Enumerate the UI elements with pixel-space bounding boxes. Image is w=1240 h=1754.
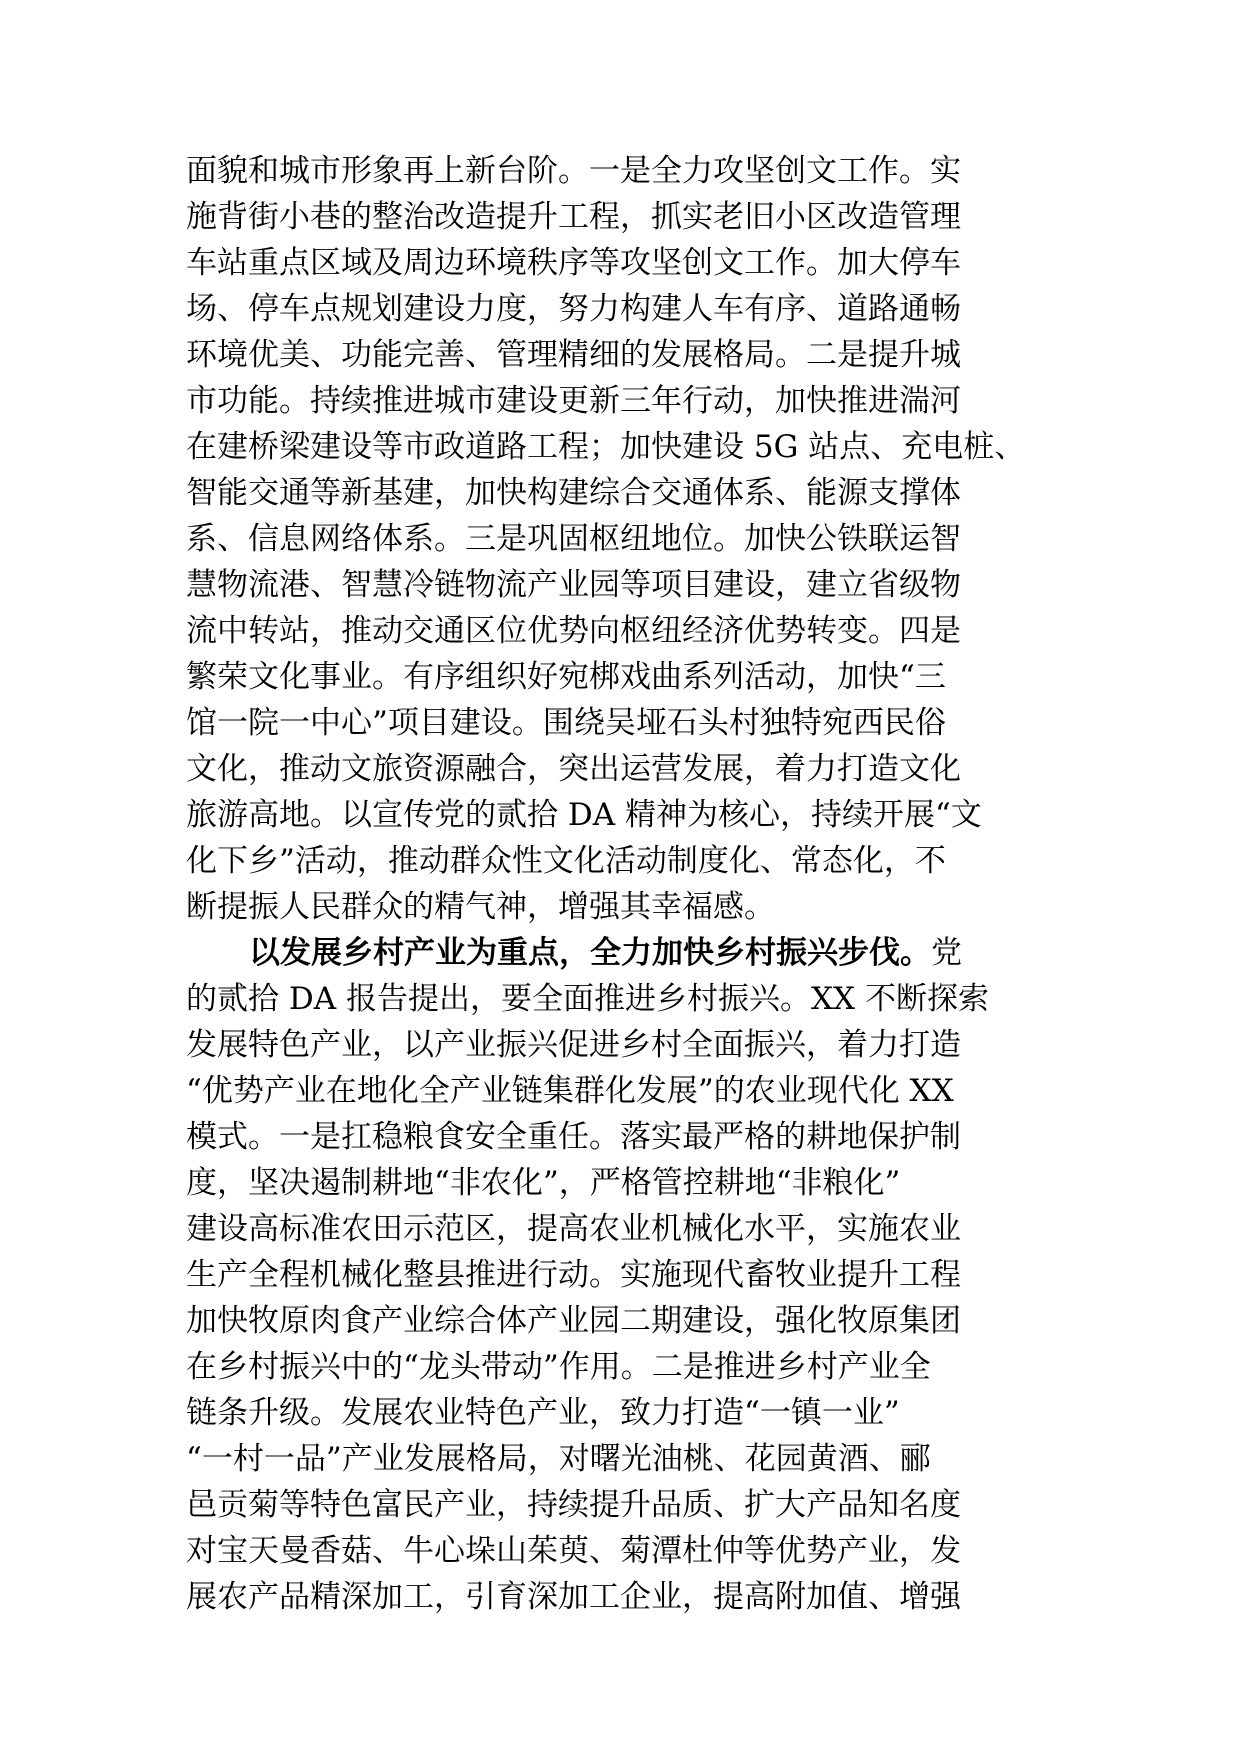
text-line: 繁荣文化事业。有序组织好宛梆戏曲系列活动，加快“三 <box>186 659 946 695</box>
text-line: 模式。一是扛稳粮食安全重任。落实最严格的耕地保护制 <box>186 1119 961 1155</box>
text-line: 生产全程机械化整县推进行动。实施现代畜牧业提升工程 <box>186 1257 961 1293</box>
text-line: 车站重点区域及周边环境秩序等攻坚创文工作。加大停车 <box>186 245 961 281</box>
text-line: 的贰拾 DA 报告提出，要全面推进乡村振兴。XX 不断探索 <box>186 981 989 1017</box>
text-line: 环境优美、功能完善、管理精细的发展格局。二是提升城 <box>186 337 961 373</box>
section-heading: 以发展乡村产业为重点，全力加快乡村振兴步伐。 <box>249 935 931 971</box>
text-line: 面貌和城市形象再上新台阶。一是全力攻坚创文工作。实 <box>186 153 961 189</box>
text-line: 场、停车点规划建设力度，努力构建人车有序、道路通畅 <box>186 291 961 327</box>
text-line: 邑贡菊等特色富民产业，持续提升品质、扩大产品知名度 <box>186 1487 961 1523</box>
text-line: 加快牧原肉食产业综合体产业园二期建设，强化牧原集团 <box>186 1303 961 1339</box>
body-text <box>186 148 1066 1620</box>
text-line: 在乡村振兴中的“龙头带动”作用。二是推进乡村产业全 <box>186 1349 931 1385</box>
text-line: 旅游高地。以宣传党的贰拾 DA 精神为核心，持续开展“文 <box>186 797 982 833</box>
text-line: 化下乡”活动，推动群众性文化活动制度化、常态化，不 <box>186 843 946 879</box>
text-line: “一村一品”产业发展格局，对曙光油桃、花园黄酒、郦 <box>186 1441 931 1477</box>
text-line: 建设高标准农田示范区，提高农业机械化水平，实施农业 <box>186 1211 961 1247</box>
text-line: 馆一院一中心”项目建设。围绕吴垭石头村独特宛西民俗 <box>186 705 946 741</box>
paragraph-first-line <box>186 930 1066 976</box>
text-line: 断提振人民群众的精气神，增强其幸福感。 <box>186 889 775 925</box>
text-line: 文化，推动文旅资源融合，突出运营发展，着力打造文化 <box>186 751 961 787</box>
text-line: 流中转站，推动交通区位优势向枢纽经济优势转变。四是 <box>186 613 961 649</box>
text-line: 市功能。持续推进城市建设更新三年行动，加快推进湍河 <box>186 383 961 419</box>
text-line: 智能交通等新基建，加快构建综合交通体系、能源支撑体 <box>186 475 961 511</box>
text-line: 展农产品精深加工，引育深加工企业，提高附加值、增强 <box>186 1579 961 1615</box>
text-line: 在建桥梁建设等市政道路工程；加快建设 5G 站点、充电桩、 <box>186 429 1026 465</box>
text-line: 发展特色产业，以产业振兴促进乡村全面振兴，着力打造 <box>186 1027 961 1063</box>
text-line: 慧物流港、智慧冷链物流产业园等项目建设，建立省级物 <box>186 567 961 603</box>
text-line: 对宝天曼香菇、牛心垛山茱萸、菊潭杜仲等优势产业，发 <box>186 1533 961 1569</box>
text-line: “优势产业在地化全产业链集群化发展”的农业现代化 XX <box>186 1073 954 1109</box>
text-line: 度，坚决遏制耕地“非农化”，严格管控耕地“非粮化” <box>186 1165 901 1201</box>
heading-trailing-text: 党 <box>931 935 962 971</box>
text-line: 系、信息网络体系。三是巩固枢纽地位。加快公铁联运智 <box>186 521 961 557</box>
text-line: 链条升级。发展农业特色产业，致力打造“一镇一业” <box>186 1395 900 1431</box>
text-line: 施背街小巷的整治改造提升工程，抓实老旧小区改造管理 <box>186 199 961 235</box>
